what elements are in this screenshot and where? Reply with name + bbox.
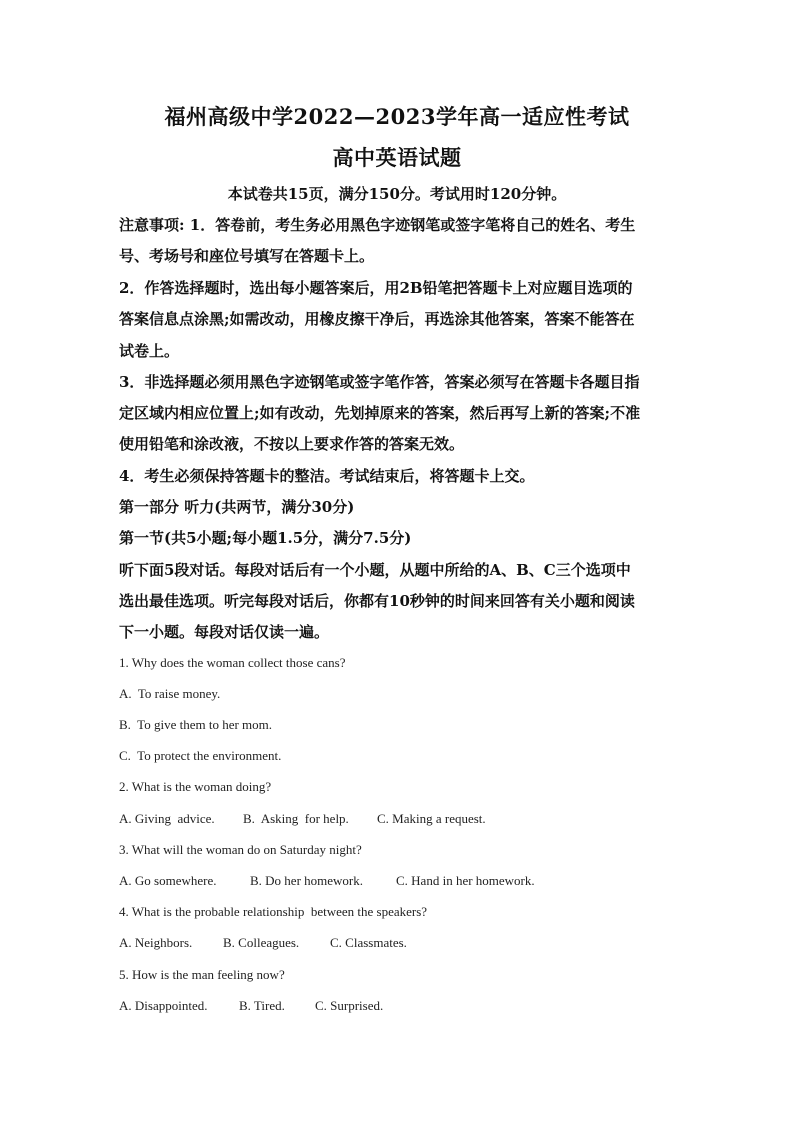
exam-info: 本试卷共15页，满分150分。考试用时120分钟。 bbox=[227, 185, 567, 203]
question-5: 5. How is the man feeling now? bbox=[119, 967, 285, 982]
question-1-option-b: B. To give them to her mom. bbox=[119, 717, 273, 732]
question-5-option-a: A. Disappointed. bbox=[119, 998, 208, 1013]
exam-subtitle: 高中英语试题 bbox=[332, 145, 462, 170]
notes-line-2: 号、考场号和座位号填写在答题卡上。 bbox=[119, 247, 375, 265]
question-3-option-b: B. Do her homework. bbox=[250, 873, 364, 888]
question-4-option-b: B. Colleagues. bbox=[223, 935, 300, 950]
instructions-line-1: 听下面5段对话。每段对话后有一个小题，从题中所给的A、B、C三个选项中 bbox=[119, 561, 631, 579]
question-2-option-a: A. Giving advice. bbox=[119, 811, 215, 826]
question-2-option-c: C. Making a request. bbox=[377, 811, 486, 826]
notes-line-4: 答案信息点涂黑;如需改动，用橡皮擦干净后，再选涂其他答案，答案不能答在 bbox=[119, 310, 635, 328]
question-3-option-c: C. Hand in her homework. bbox=[396, 873, 535, 888]
exam-title: 福州高级中学2022—2023学年高一适应性考试 bbox=[164, 104, 630, 129]
question-3-option-a: A. Go somewhere. bbox=[119, 873, 217, 888]
question-1: 1. Why does the woman collect those cans? bbox=[119, 655, 346, 670]
section1-heading: 第一节(共5小题;每小题1.5分，满分7.5分) bbox=[119, 529, 412, 547]
question-2-option-b: B. Asking for help. bbox=[243, 811, 349, 826]
question-1-option-a: A. To raise money. bbox=[119, 686, 221, 701]
question-5-option-b: B. Tired. bbox=[239, 998, 285, 1013]
notes-line-1: 注意事项: 1．答卷前，考生务必用黑色字迹钢笔或签字笔将自己的姓名、考生 bbox=[119, 216, 636, 234]
instructions-line-3: 下一小题。每段对话仅读一遍。 bbox=[119, 623, 330, 641]
question-4-option-c: C. Classmates. bbox=[330, 935, 407, 950]
question-4: 4. What is the probable relationship between the speakers? bbox=[119, 904, 428, 919]
question-1-option-c: C. To protect the environment. bbox=[119, 748, 282, 763]
notes-line-3: 2．作答选择题时，选出每小题答案后，用2B铅笔把答题卡上对应题目选项的 bbox=[119, 279, 633, 297]
instructions-line-2: 选出最佳选项。听完每段对话后，你都有10秒钟的时间来回答有关小题和阅读 bbox=[119, 592, 635, 610]
notes-line-7: 定区域内相应位置上;如有改动，先划掉原来的答案，然后再写上新的答案;不准 bbox=[119, 404, 641, 422]
notes-line-5: 试卷上。 bbox=[119, 342, 180, 360]
question-5-option-c: C. Surprised. bbox=[315, 998, 384, 1013]
notes-line-6: 3．非选择题必须用黑色字迹钢笔或签字笔作答，答案必须写在答题卡各题目指 bbox=[119, 373, 640, 391]
notes-line-9: 4．考生必须保持答题卡的整洁。考试结束后，将答题卡上交。 bbox=[119, 467, 535, 485]
part1-heading: 第一部分 听力(共两节，满分30分) bbox=[119, 498, 355, 516]
notes-line-8: 使用铅笔和涂改液，不按以上要求作答的答案无效。 bbox=[119, 435, 465, 453]
question-3: 3. What will the woman do on Saturday night? bbox=[119, 842, 362, 857]
question-4-option-a: A. Neighbors. bbox=[119, 935, 193, 950]
question-2: 2. What is the woman doing? bbox=[119, 779, 272, 794]
